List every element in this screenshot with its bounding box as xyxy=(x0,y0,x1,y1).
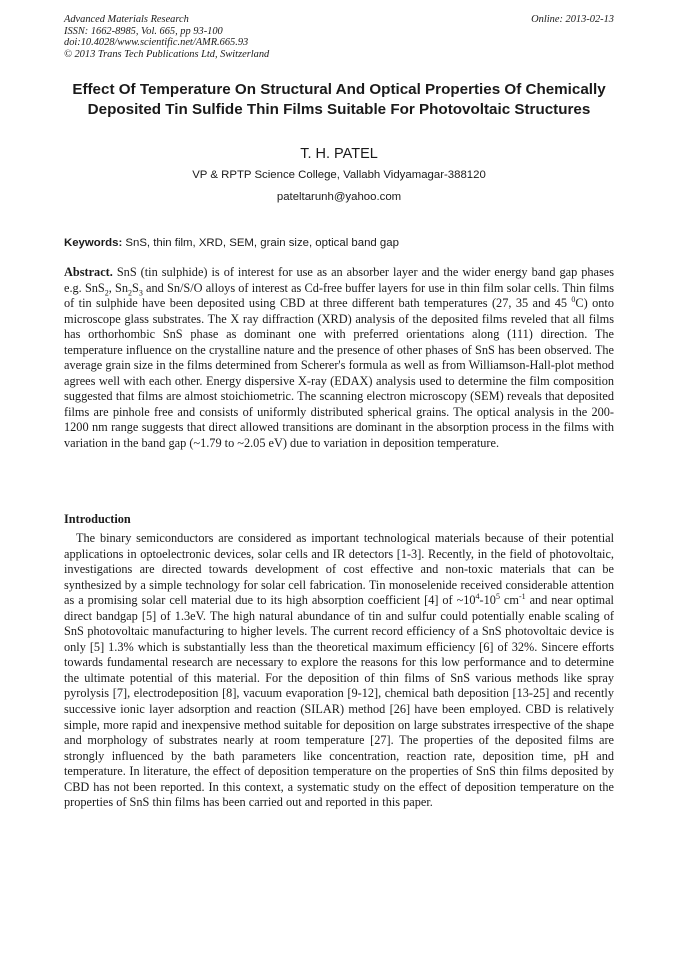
intro-text: -10 xyxy=(479,593,496,608)
intro-text: The binary semiconductors are considered as important technological materials because of their potential applications in optoelectronic devices, solar cells and IR detectors [1-3]. Recently, in the field of photovoltaic, investigations are directed towards development of cost effective and non-toxic materials that can be synthesized by a simple technology for solar cell fabrication. Tin monoselenide received considerable attention as a promising solar cell material due to its high absorption coefficient [4] of ~10 xyxy=(64,531,614,608)
abstract-subscript: 2 xyxy=(104,288,109,297)
issn-line: ISSN: 1662-8985, Vol. 665, pp 93-100 xyxy=(64,25,223,37)
abstract-text: C) onto microscope glass substrates. The X ray diffraction (XRD) analysis of the deposited films reveled that all films has orthorhombic SnS phase as dominant one with preferred orientations along (111) direction. The temperature influence on the crystalline nature and the presence of other phases of SnS has been observed. The average grain size in the films determined from Scherer's formula as well as from Williamson-Hall-plot method agrees well with each other. Energy dispersive X-ray (EDAX) analysis used to determine the film composition suggested that films are almost stoichiometric. The scanning electron microscopy (SEM) reveals that deposited films are pinhole free and consists of uniformly distributed spherical grains. The optical analysis in the 200-1200 nm range suggests that direct allowed transitions are dominant in the absorption process in the films with variation in the band gap (~1.79 to ~2.05 eV) due to variation in deposition temperature. xyxy=(64,296,614,451)
abstract-label: Abstract. xyxy=(64,265,113,279)
copyright-line: © 2013 Trans Tech Publications Ltd, Switzerland xyxy=(64,48,270,60)
abstract-subscript: 2 xyxy=(128,288,133,297)
intro-text: cm xyxy=(499,593,519,608)
abstract-text: SnS (tin sulphide) is of interest for use as an absorber layer and the wider energy band gap phases e.g. SnS xyxy=(64,265,614,295)
abstract-text: and Sn/S/O alloys of interest as Cd-free buffer layers for use in thin film solar cells. Thin films of tin sulphide have been deposited using CBD at three different bath temperatures (27, 35 and 45 xyxy=(64,280,615,311)
intro-superscript: 5 xyxy=(495,592,500,602)
introduction-paragraph xyxy=(64,531,614,811)
intro-superscript: -1 xyxy=(518,592,526,602)
paper-title: Effect Of Temperature On Structural And Optical Properties Of Chemically Deposited Tin Sulfide Thin Films Suitable For Photovoltaic Structures xyxy=(72,81,606,118)
intro-text: and near optimal direct bandgap [5] of 1.3eV. The high natural abundance of tin and sulfur could potentially enable scaling of SnS photovoltaic manufacturing to higher levels. The current record efficiency of a SnS photovoltaic device is only [5] 1.3% which is substantially less than the theoretical maximum efficiency [6] of 32%. Sincere efforts towards fundamental research are necessary to explore the reasons for this low performance and to determine the ultimate potential of this material. For the deposition of thin films of SnS various methods like spray pyrolysis [7], electrodeposition [8], vacuum evaporation [9-12], chemical bath deposition [13-25] and recently successive ionic layer adsorption and reaction (SILAR) method [26] have been employed. CBD is relatively simple, more rapid and inexpensive method suitable for deposition on large substrates irrespective of the shape and morphology of substrates nearly at room temperature [27]. The properties of the deposited films are strongly influenced by the bath parameters like concentration, reaction rate, deposition time, pH and temperature. In literature, the effect of deposition temperature on the properties of SnS thin films deposited by CBD has not been reported. In this context, a systematic study on the effect of deposition temperature on the properties of SnS thin films has been carried out and reported in this paper. xyxy=(64,593,614,810)
abstract-text: S xyxy=(132,280,139,295)
journal-info xyxy=(64,14,269,60)
journal-name: Advanced Materials Research xyxy=(64,14,189,25)
keywords-label: Keywords: xyxy=(64,237,123,249)
keywords-line xyxy=(64,236,614,250)
author-email: pateltarunh@yahoo.com xyxy=(276,191,402,203)
keywords-text: SnS, thin film, XRD, SEM, grain size, optical band gap xyxy=(125,237,399,249)
abstract-subscript: 3 xyxy=(138,288,143,297)
abstract-paragraph xyxy=(64,265,614,452)
abstract-superscript: 0 xyxy=(571,295,576,304)
section-heading-introduction: Introduction xyxy=(64,512,131,526)
intro-superscript: 4 xyxy=(475,592,480,602)
author-name: T. H. PATEL xyxy=(300,146,378,162)
author-affiliation: VP & RPTP Science College, Vallabh Vidyamagar-388120 xyxy=(192,169,486,181)
online-date: Online: 2013-02-13 xyxy=(531,14,614,25)
abstract-text: , Sn xyxy=(108,280,129,295)
doi-line: doi:10.4028/www.scientific.net/AMR.665.93 xyxy=(64,37,249,49)
